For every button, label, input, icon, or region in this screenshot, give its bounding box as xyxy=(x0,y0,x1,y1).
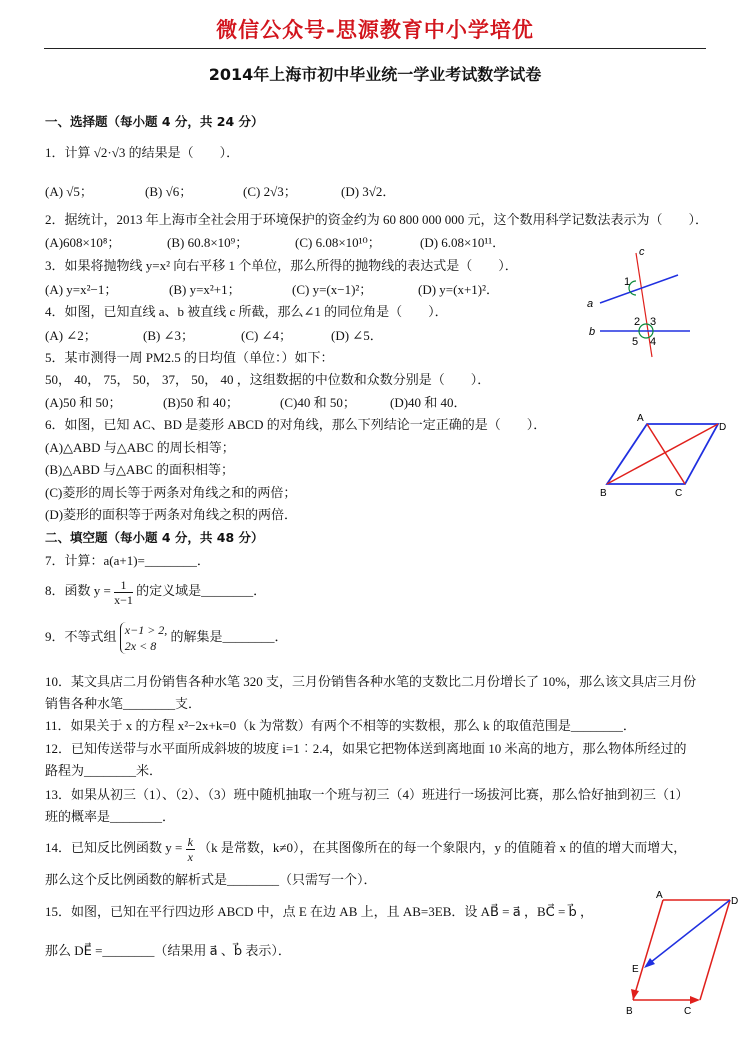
option: (B)50 和 40； xyxy=(163,395,239,410)
numerator: 1 xyxy=(114,578,133,593)
option: (B) √6； xyxy=(145,184,193,199)
question-12: 12．已知传送带与水平面所成斜坡的坡度 i=1︰2.4，如果它把物体送到离地面 10 米高的地方，那么物体所经过的 xyxy=(45,741,687,756)
option: (B) y=x²+1； xyxy=(169,282,241,297)
option: (D) y=(x+1)²． xyxy=(418,282,500,297)
question-10-cont: 销售各种水笔________支． xyxy=(45,696,202,711)
label-E: E xyxy=(632,964,639,975)
option: (D)菱形的面积等于两条对角线之积的两倍． xyxy=(45,507,298,522)
question-15-cont: 那么 DE⃗ =________（结果用 a⃗ 、b⃗ 表示）． xyxy=(45,943,291,958)
option: (A) √5； xyxy=(45,184,93,199)
option: (C) 6.08×10¹⁰； xyxy=(295,235,381,250)
label-2: 2 xyxy=(634,316,641,328)
option: (A)50 和 50； xyxy=(45,395,122,410)
section-1-heading: 一、选择题（每小题 4 分，共 24 分） xyxy=(45,114,264,129)
question-4: 4．如图，已知直线 a、b 被直线 c 所截，那么∠1 的同位角是（ ）． xyxy=(45,304,448,319)
figure-parallelogram xyxy=(620,890,740,1020)
question-10: 10．某文具店二月份销售各种水笔 320 支，三月份销售各种水笔的支数比二月份增长了 10%，那么该文具店三月份 xyxy=(45,674,697,689)
figure-rhombus xyxy=(595,412,735,502)
header-divider xyxy=(44,48,706,49)
label-D: D xyxy=(731,896,739,907)
label-B: B xyxy=(600,488,607,499)
question-13: 13．如果从初三（1）、（2）、（3）班中随机抽取一个班与初三（4）班进行一场拔河比赛，那么恰好抽到初三（1） xyxy=(45,787,689,802)
line-a xyxy=(600,275,678,303)
q9-suffix: 的解集是________． xyxy=(170,629,288,644)
side-ab xyxy=(633,900,663,1000)
option: (A) y=x²−1； xyxy=(45,282,118,297)
option: (D) 3√2． xyxy=(341,184,396,199)
option: (A) ∠2； xyxy=(45,328,97,343)
option: (D) 6.08×10¹¹． xyxy=(420,235,506,250)
q8-suffix: 的定义域是________． xyxy=(136,583,267,598)
fraction xyxy=(114,578,133,607)
vector-de xyxy=(646,900,730,966)
label-4: 4 xyxy=(650,336,657,348)
inequality-2: 2x < 8 xyxy=(124,639,157,654)
option: (B) ∠3； xyxy=(143,328,194,343)
inequality-system xyxy=(120,622,168,654)
question-1: 1．计算 √2·√3 的结果是（ ）． xyxy=(45,145,240,160)
question-14 xyxy=(45,833,686,864)
label-b: b xyxy=(589,326,596,338)
q9-prefix: 9．不等式组 xyxy=(45,629,117,644)
question-3: 3．如果将抛物线 y=x² 向右平移 1 个单位，那么所得的抛物线的表达式是（ ）． xyxy=(45,258,518,273)
question-6: 6．如图，已知 AC、BD 是菱形 ABCD 的对角线，那么下列结论一定正确的是（ ）． xyxy=(45,417,547,432)
option: (B)△ABD 与△ABC 的面积相等； xyxy=(45,462,235,477)
label-a: a xyxy=(587,298,594,310)
label-c: c xyxy=(639,246,645,258)
option: (C) y=(x−1)²； xyxy=(292,282,373,297)
label-B: B xyxy=(626,1006,633,1017)
label-5: 5 xyxy=(632,336,639,348)
question-14-cont: 那么这个反比例函数的解析式是________（只需写一个）． xyxy=(45,872,377,887)
option: (C)菱形的周长等于两条对角线之和的两倍； xyxy=(45,485,297,500)
label-1: 1 xyxy=(624,276,631,288)
label-A: A xyxy=(656,890,663,901)
question-15: 15．如图，已知在平行四边形 ABCD 中，点 E 在边 AB 上，且 AB=3EB．设 AB⃗ = a⃗ ，BC⃗ = b⃗ ， xyxy=(45,904,594,919)
page-title: 2014年上海市初中毕业统一学业考试数学试卷 xyxy=(208,65,542,84)
label-C: C xyxy=(675,488,683,499)
figure-parallel-lines xyxy=(580,245,700,360)
question-8 xyxy=(45,576,266,607)
arrow-bc xyxy=(690,996,700,1004)
option: (D)40 和 40． xyxy=(390,395,467,410)
fraction xyxy=(186,835,195,864)
option: (A)608×10⁸； xyxy=(45,235,121,250)
option: (C)40 和 50； xyxy=(280,395,356,410)
question-12-cont: 路程为________米． xyxy=(45,763,163,778)
denominator: x xyxy=(187,849,193,864)
question-11: 11．如果关于 x 的方程 x²−2x+k=0（k 为常数）有两个不相等的实数根，那么 k 的取值范围是________． xyxy=(45,718,636,733)
arrow-ab xyxy=(631,989,639,1000)
option: (A)△ABD 与△ABC 的周长相等； xyxy=(45,440,235,455)
denominator: x−1 xyxy=(114,592,133,607)
label-C: C xyxy=(684,1006,692,1017)
option: (D) ∠5． xyxy=(331,328,383,343)
option: (C) 2√3； xyxy=(243,184,297,199)
question-13-cont: 班的概率是________． xyxy=(45,809,176,824)
question-5: 5．某市测得一周 PM2.5 的日均值（单位：）如下： xyxy=(45,350,334,365)
diagonal-ac xyxy=(647,424,685,484)
question-2: 2．据统计，2013 年上海市全社会用于环境保护的资金约为 60 800 000 000 元，这个数用科学记数法表示为（ ）． xyxy=(45,212,709,227)
numerator: k xyxy=(187,834,193,849)
q14-prefix: 14．已知反比例函数 y = xyxy=(45,840,183,855)
label-D: D xyxy=(719,422,727,433)
q14-suffix: （k 是常数，k≠0），在其图像所在的每一个象限内，y 的值随着 x 的值的增大而增大， xyxy=(198,840,687,855)
q8-prefix: 8．函数 y = xyxy=(45,583,111,598)
question-7: 7．计算：a(a+1)=________． xyxy=(45,553,210,568)
option: (B) 60.8×10⁹； xyxy=(167,235,249,250)
watermark-header: 微信公众号-思源教育中小学培优 xyxy=(216,18,534,42)
side-dc xyxy=(700,900,730,1000)
section-2-heading: 二、填空题（每小题 4 分，共 48 分） xyxy=(45,530,264,545)
option: (C) ∠4； xyxy=(241,328,292,343)
question-9 xyxy=(45,621,288,654)
label-3: 3 xyxy=(650,316,657,328)
label-A: A xyxy=(637,413,644,424)
question-5-data: 50， 40， 75， 50， 37， 50， 40 ，这组数据的中位数和众数分别是（ ）． xyxy=(45,372,491,387)
inequality-1: x−1 > 2, xyxy=(124,623,168,638)
